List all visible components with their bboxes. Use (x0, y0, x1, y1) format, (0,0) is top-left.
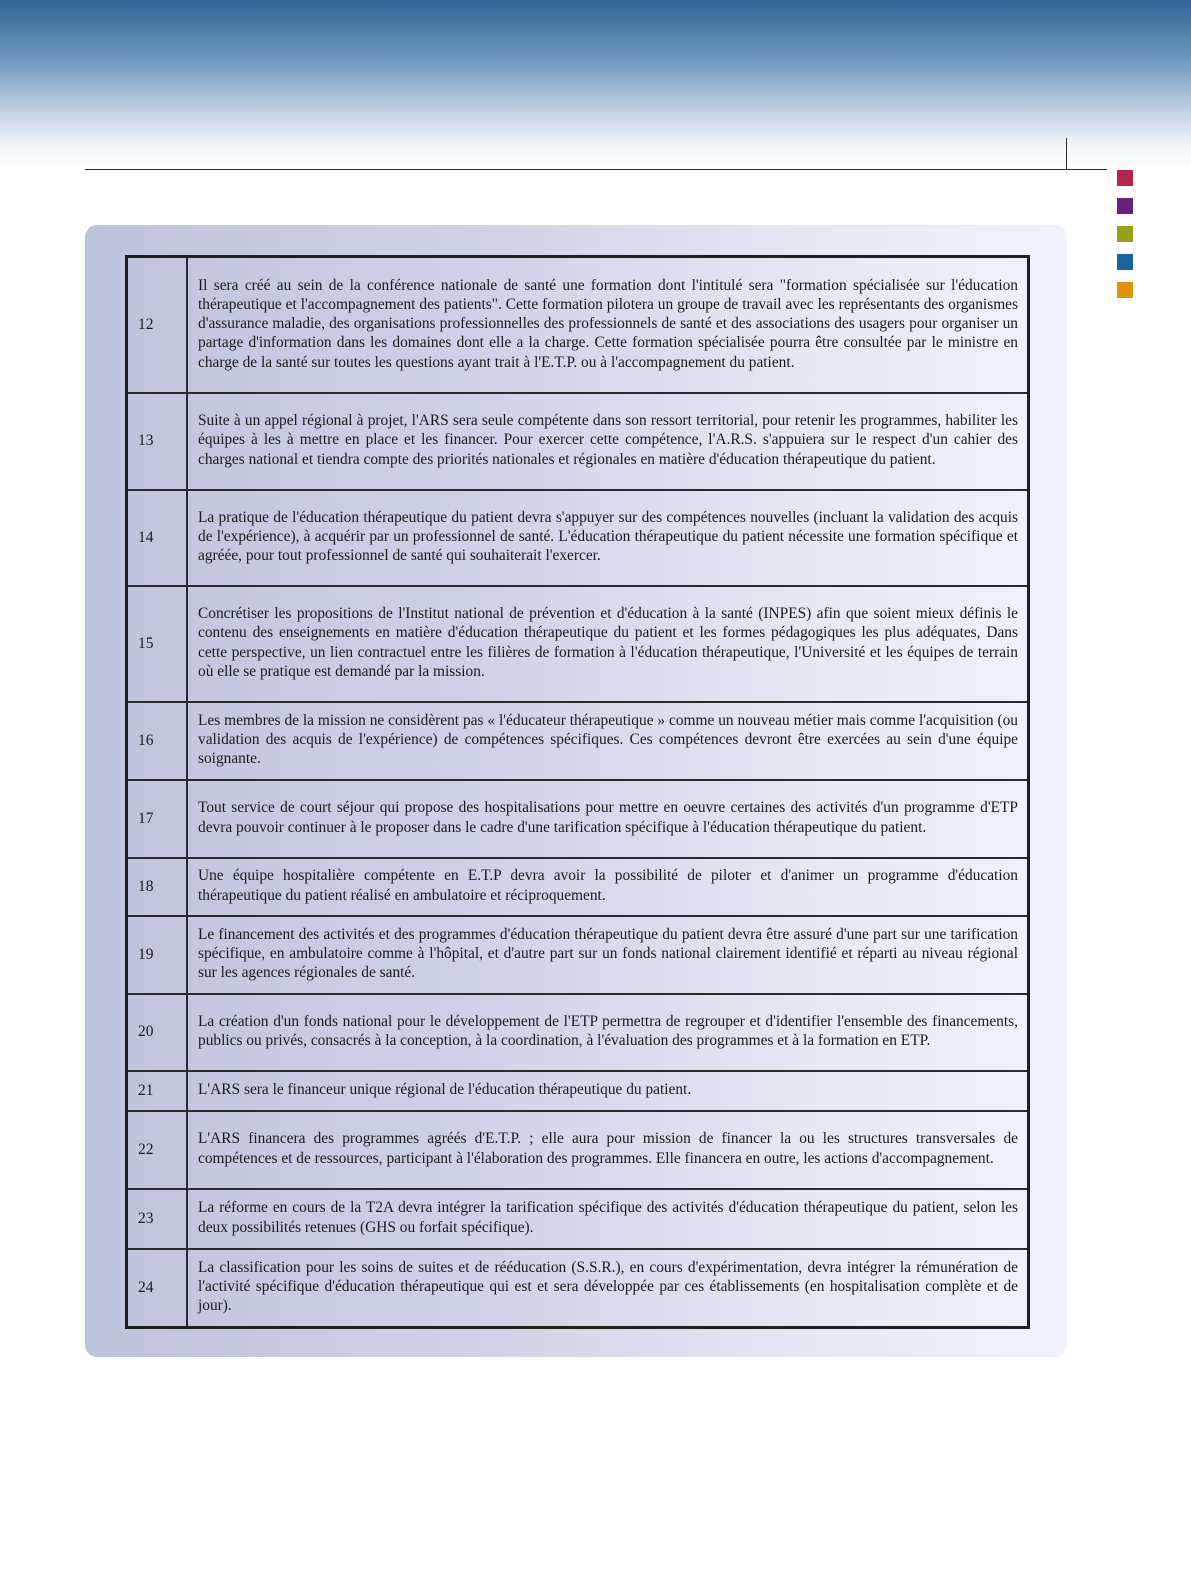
row-number: 14 (127, 490, 188, 586)
color-swatch-olive (1117, 226, 1133, 242)
row-text: Suite à un appel régional à projet, l'ARS sera seule compétente dans son ressort territorial, pour retenir les programmes, habiliter les équipes à les à mettre en place et les financer. Pour exercer cette compétence, l'A.R.S. s'appuiera sur le respect d'un cahier des charges national et tiendra compte des priorités nationales et régionales en matière d'éducation thérapeutique du patient. (187, 393, 1029, 490)
row-text: Concrétiser les propositions de l'Institut national de prévention et d'éducation à la santé (INPES) afin que soient mieux définis le contenu des enseignements en matière d'éducation thérapeutique du patient et les formes pédagogiques les plus adéquates, Dans cette perspective, un lien contractuel entre les filières de formation à l'éducation thérapeutique, l'Université et les équipes de terrain où elle se pratique est demandé par la mission. (187, 586, 1029, 702)
row-text: La création d'un fonds national pour le développement de l'ETP permettra de regrouper et d'identifier l'ensemble des financements, publics ou privés, consacrés à la conception, à la coordination, à l'évaluation des programmes et à la formation en ETP. (187, 994, 1029, 1071)
recommendations-table (125, 255, 1030, 1329)
row-number: 20 (127, 994, 188, 1071)
table-row (127, 1189, 1029, 1249)
table-row (127, 1249, 1029, 1328)
color-swatch-blue (1117, 254, 1133, 270)
table-row (127, 994, 1029, 1071)
row-text: Une équipe hospitalière compétente en E.T.P devra avoir la possibilité de piloter et d'animer un programme d'éducation thérapeutique du patient réalisé en ambulatoire et réciproquement. (187, 858, 1029, 916)
table-row (127, 858, 1029, 916)
row-number: 19 (127, 916, 188, 994)
row-number: 22 (127, 1111, 188, 1189)
color-swatch-orange (1117, 282, 1133, 298)
color-swatch-crimson (1117, 170, 1133, 186)
row-number: 18 (127, 858, 188, 916)
table-row (127, 393, 1029, 490)
row-number: 12 (127, 257, 188, 393)
table-row (127, 916, 1029, 994)
row-text: Le financement des activités et des programmes d'éducation thérapeutique du patient devra être assuré d'une part sur une tarification spécifique, en ambulatoire comme à l'hôpital, et d'autre part sur un fonds national clairement identifié et réparti au niveau régional sur les agences régionales de santé. (187, 916, 1029, 994)
row-number: 15 (127, 586, 188, 702)
table-row (127, 257, 1029, 393)
table-row (127, 780, 1029, 858)
row-text: La classification pour les soins de suites et de rééducation (S.S.R.), en cours d'expérimentation, devra intégrer la rémunération de l'activité spécifique d'éducation thérapeutique qui est et sera développée par ces établissements (en hospitalisation complète et de jour). (187, 1249, 1029, 1328)
table-row (127, 1071, 1029, 1111)
table-row (127, 1111, 1029, 1189)
row-number: 23 (127, 1189, 188, 1249)
table-row (127, 586, 1029, 702)
header-banner (0, 0, 1191, 170)
header-tick (1066, 138, 1067, 169)
row-number: 24 (127, 1249, 188, 1328)
row-text: Tout service de court séjour qui propose des hospitalisations pour mettre en oeuvre certaines des activités d'un programme d'ETP devra pouvoir continuer à le proposer dans le cadre d'une tarification spécifique à l'éducation thérapeutique du patient. (187, 780, 1029, 858)
row-text: L'ARS sera le financeur unique régional de l'éducation thérapeutique du patient. (187, 1071, 1029, 1111)
row-text: La réforme en cours de la T2A devra intégrer la tarification spécifique des activités d'éducation thérapeutique du patient, selon les deux possibilités retenues (GHS ou forfait spécifique). (187, 1189, 1029, 1249)
row-text: Il sera créé au sein de la conférence nationale de santé une formation dont l'intitulé sera "formation spécialisée sur l'éducation thérapeutique et l'accompagnement des patients". Cette formation pilotera un groupe de travail avec les représentants des organismes d'assurance maladie, des organisations professionnelles des professionnels de santé et des associations des usagers pour organiser un partage d'information dans les domaines dont elle a la charge. Cette formation spécialisée pourra être consultée par le ministre en charge de la santé sur toutes les questions ayant trait à l'E.T.P. ou à l'accompagnement du patient. (187, 257, 1029, 393)
table-row (127, 490, 1029, 586)
row-text: L'ARS financera des programmes agréés d'E.T.P. ; elle aura pour mission de financer la ou les structures transversales de compétences et de ressources, participant à l'élaboration des programmes. Elle financera en outre, les actions d'accompagnement. (187, 1111, 1029, 1189)
row-number: 13 (127, 393, 188, 490)
color-swatch-purple (1117, 198, 1133, 214)
row-number: 21 (127, 1071, 188, 1111)
row-text: La pratique de l'éducation thérapeutique du patient devra s'appuyer sur des compétences nouvelles (incluant la validation des acquis de l'expérience), à acquérir par un professionnel de santé. L'éducation thérapeutique du patient nécessite une formation spécifique et agréée, pour tout professionnel de santé qui souhaiterait l'exercer. (187, 490, 1029, 586)
table-row (127, 702, 1029, 780)
row-number: 16 (127, 702, 188, 780)
row-text: Les membres de la mission ne considèrent pas « l'éducateur thérapeutique » comme un nouveau métier mais comme l'acquisition (ou validation des acquis de l'expérience) de compétences spécifiques. Ces compétences devront être exercées au sein d'une équipe soignante. (187, 702, 1029, 780)
row-number: 17 (127, 780, 188, 858)
header-rule (85, 169, 1107, 170)
